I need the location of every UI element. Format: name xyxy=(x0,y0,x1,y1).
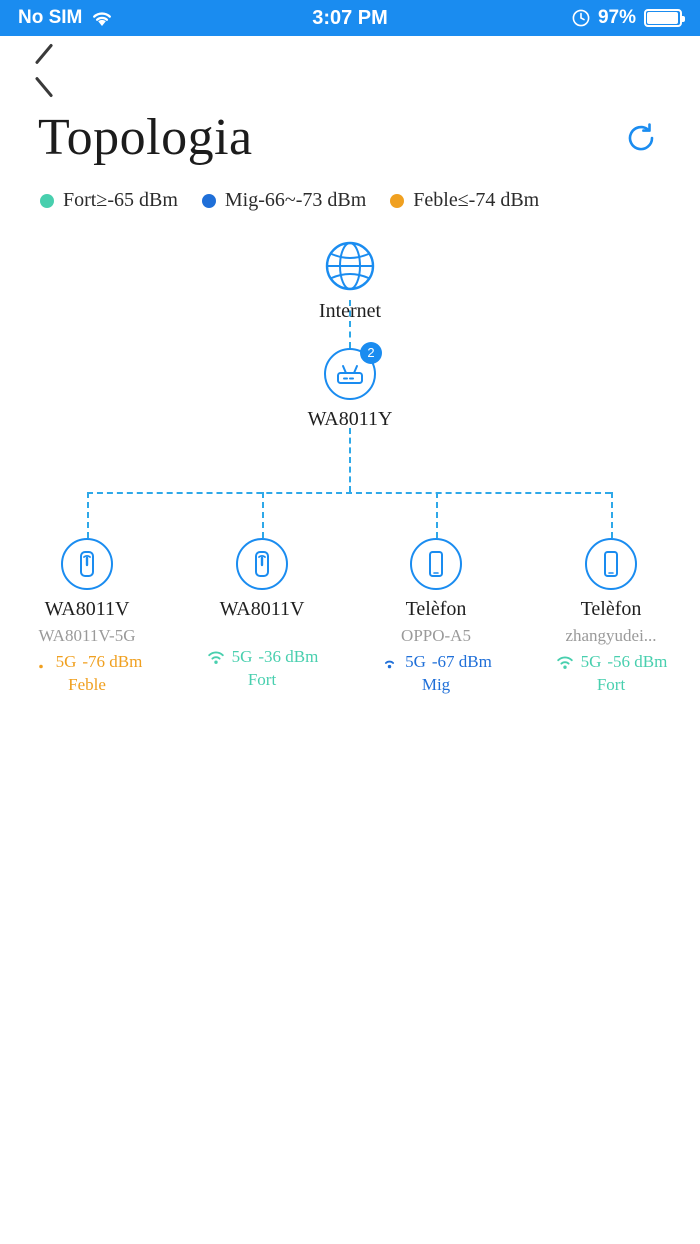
router-icon xyxy=(324,345,376,400)
node-sublabel: zhangyudei... xyxy=(565,626,657,645)
status-bar-left xyxy=(18,7,113,29)
node-signal xyxy=(360,652,512,672)
status-bar-time: 3:07 PM xyxy=(312,6,388,29)
node-router[interactable] xyxy=(274,345,426,431)
nav-bar xyxy=(0,36,700,102)
wifi-weak-icon xyxy=(32,655,50,669)
node-quality: Feble xyxy=(68,675,106,694)
wifi-icon xyxy=(91,10,113,27)
alarm-icon xyxy=(572,9,590,27)
repeater-icon xyxy=(61,538,113,590)
node-rssi: -76 dBm xyxy=(82,652,143,671)
connector-bus xyxy=(87,492,611,494)
node-label: Internet xyxy=(318,300,382,322)
phone-icon xyxy=(410,538,462,590)
node-client-zhangyudei[interactable] xyxy=(535,538,687,695)
node-sublabel: WA8011V-5G xyxy=(38,626,136,645)
node-band: 5G xyxy=(405,652,426,671)
node-quality: Fort xyxy=(247,670,277,689)
node-signal xyxy=(535,652,687,672)
node-label: WA8011V xyxy=(44,598,130,620)
legend-label: Fort≥-65 dBm xyxy=(63,189,178,211)
carrier-label: No SIM xyxy=(18,7,83,28)
legend-dot-icon xyxy=(202,194,216,208)
connector-bus-client-3 xyxy=(436,492,438,538)
globe-icon xyxy=(324,240,376,292)
legend-item-fort xyxy=(40,189,178,212)
connector-bus-client-1 xyxy=(87,492,89,538)
node-rssi: -36 dBm xyxy=(258,647,319,666)
node-band: 5G xyxy=(55,652,77,671)
connector-router-bus xyxy=(349,428,351,492)
node-rssi: -67 dBm xyxy=(431,652,492,671)
wifi-medium-icon xyxy=(380,655,399,669)
node-quality: Mig xyxy=(421,675,451,694)
legend xyxy=(0,189,700,212)
node-signal xyxy=(186,647,338,667)
node-label: Telèfon xyxy=(405,598,467,620)
battery-percent-label: 97% xyxy=(597,7,636,28)
page-title: Topologia xyxy=(38,109,253,166)
status-bar xyxy=(0,0,700,36)
wifi-strong-icon xyxy=(555,655,575,670)
legend-dot-icon xyxy=(40,194,54,208)
back-chevron-icon[interactable] xyxy=(30,48,60,90)
legend-label: Mig-66~-73 dBm xyxy=(224,189,367,211)
legend-item-feble xyxy=(390,189,539,212)
node-label: WA8011Y xyxy=(307,408,393,430)
node-band: 5G xyxy=(580,652,602,671)
node-quality: Fort xyxy=(596,675,626,694)
router-client-count-badge: 2 xyxy=(360,342,382,364)
legend-dot-icon xyxy=(390,194,404,208)
node-client-wa8011v[interactable] xyxy=(186,538,338,690)
wifi-strong-icon xyxy=(206,650,226,665)
node-label: Telèfon xyxy=(580,598,642,620)
node-client-wa8011v-5g[interactable] xyxy=(11,538,163,695)
node-band: 5G xyxy=(231,647,253,666)
node-rssi: -56 dBm xyxy=(607,652,668,671)
legend-item-mig xyxy=(202,189,366,212)
node-label: WA8011V xyxy=(219,598,305,620)
node-client-oppo-a5[interactable] xyxy=(360,538,512,695)
connector-bus-client-4 xyxy=(611,492,613,538)
node-sublabel: OPPO-A5 xyxy=(401,626,471,645)
topology-tree xyxy=(0,230,700,790)
battery-icon xyxy=(644,9,682,27)
title-row xyxy=(0,108,700,167)
refresh-icon[interactable] xyxy=(624,121,658,155)
status-bar-right xyxy=(572,7,682,29)
connector-bus-client-2 xyxy=(262,492,264,538)
node-internet[interactable] xyxy=(274,240,426,323)
repeater-icon xyxy=(236,538,288,590)
legend-label: Feble≤-74 dBm xyxy=(413,189,540,211)
node-signal xyxy=(11,652,163,672)
phone-icon xyxy=(585,538,637,590)
